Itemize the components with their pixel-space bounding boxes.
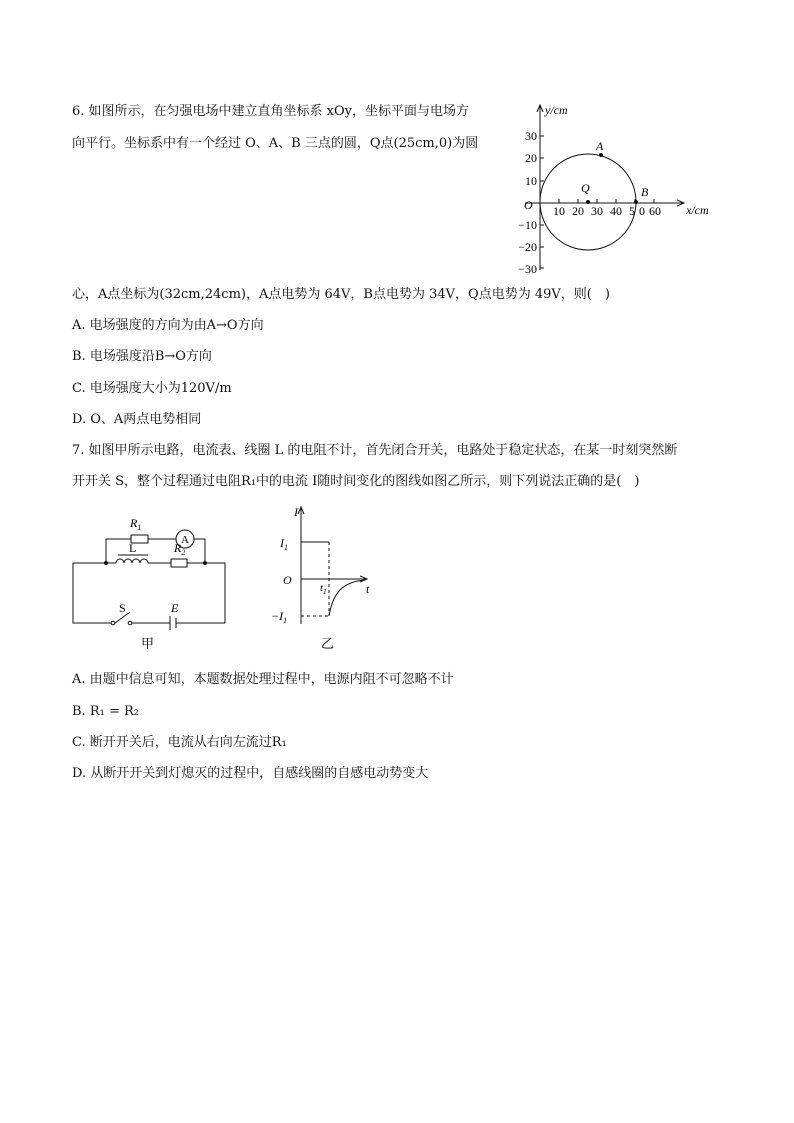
q6-x-tick-5: 5	[629, 204, 635, 218]
q6-option-d: D. O、A两点电势相同	[72, 412, 202, 427]
q6-label-q: Q	[581, 181, 590, 195]
q7-option-d: D. 从断开开关到灯熄灭的过程中，自感线圈的自感电动势变大	[72, 766, 429, 781]
q6-x-tick-30: 30	[591, 204, 603, 218]
q7-current-graph	[265, 502, 385, 652]
q7-label-e: E	[171, 601, 179, 615]
q6-label-a: A	[596, 139, 604, 153]
q6-option-a: A. 电场强度的方向为由A→O方向	[72, 318, 264, 333]
q6-y-tick-neg30: −30	[518, 262, 537, 276]
q7-stem-line-1: 7. 如图甲所示电路，电流表、线圈 L 的电阻不计，首先闭合开关，电路处于稳定状态，在某一时刻突然断	[72, 443, 678, 458]
q6-y-tick-neg20: −20	[518, 240, 537, 254]
q7-inductor-coil	[116, 559, 148, 563]
q6-x-tick-10: 10	[553, 204, 565, 218]
q7-i-axis-label: I	[294, 505, 298, 519]
q7-option-a: A. 由题中信息可知，本题数据处理过程中，电源内阻不可忽略不计	[72, 672, 454, 687]
q6-y-tick-neg10: −10	[518, 218, 537, 232]
q7-decay-curve	[329, 580, 365, 616]
q7-t-axis-label: t	[366, 582, 370, 596]
q7-caption-jia: 甲	[141, 636, 155, 651]
q6-coordinate-graph	[505, 98, 735, 278]
q7-t1-label: $t_1$	[320, 582, 327, 596]
q6-y-tick-10: 10	[525, 174, 537, 188]
q6-point-a	[599, 153, 603, 157]
q7-i1-label: $I_1$	[280, 536, 288, 552]
q7-label-s: S	[119, 601, 126, 615]
q6-point-q	[586, 200, 590, 204]
q6-x-tick-0: 0	[639, 204, 645, 218]
q7-label-r2: $R_2$	[174, 541, 186, 557]
q7-label-l: L	[129, 541, 137, 555]
q7-label-r1: $R_1$	[130, 516, 142, 532]
q6-y-axis-label: y/cm	[545, 103, 568, 117]
q6-option-c: C. 电场强度大小为120V/m	[72, 381, 232, 396]
q7-option-b: B. R₁ = R₂	[72, 704, 139, 719]
q7-neg-i1-label: $-I_1$	[271, 609, 288, 625]
q7-origin-label: O	[283, 573, 292, 587]
q6-y-tick-30: 30	[525, 129, 537, 143]
q7-ammeter-label: A	[181, 534, 189, 546]
q6-x-tick-60: 60	[649, 204, 661, 218]
q6-point-b	[634, 200, 638, 204]
q6-x-axis-label: x/cm	[686, 203, 709, 217]
q6-stem-line-2: 向平行。坐标系中有一个经过 O、A、B 三点的圆，Q点(25cm,0)为圆	[72, 136, 479, 151]
q6-stem-line-1: 6. 如图所示，在匀强电场中建立直角坐标系 xOy，坐标平面与电场方	[72, 104, 470, 119]
q6-stem-line-3: 心，A点坐标为(32cm,24cm)，A点电势为 64V，B点电势为 34V，Q点电势为 49V，则( )	[72, 287, 610, 302]
q7-circuit-diagram	[68, 508, 233, 653]
q7-stem-line-2: 开开关 S，整个过程通过电阻R₁中的电流 I随时间变化的图线如图乙所示，则下列说法正确的是( )	[72, 474, 640, 489]
q7-option-c: C. 断开开关后，电流从右向左流过R₁	[72, 735, 287, 750]
q6-label-b: B	[641, 185, 649, 199]
q7-caption-yi: 乙	[321, 636, 335, 651]
q6-option-b: B. 电场强度沿B→O方向	[72, 349, 212, 364]
q6-x-tick-40: 40	[610, 204, 622, 218]
q6-x-tick-20: 20	[572, 204, 584, 218]
q6-y-tick-20: 20	[525, 151, 537, 165]
q6-origin-label: O	[524, 198, 533, 212]
q7-resistor-r2	[171, 559, 187, 567]
q7-switch-contact	[111, 621, 115, 625]
